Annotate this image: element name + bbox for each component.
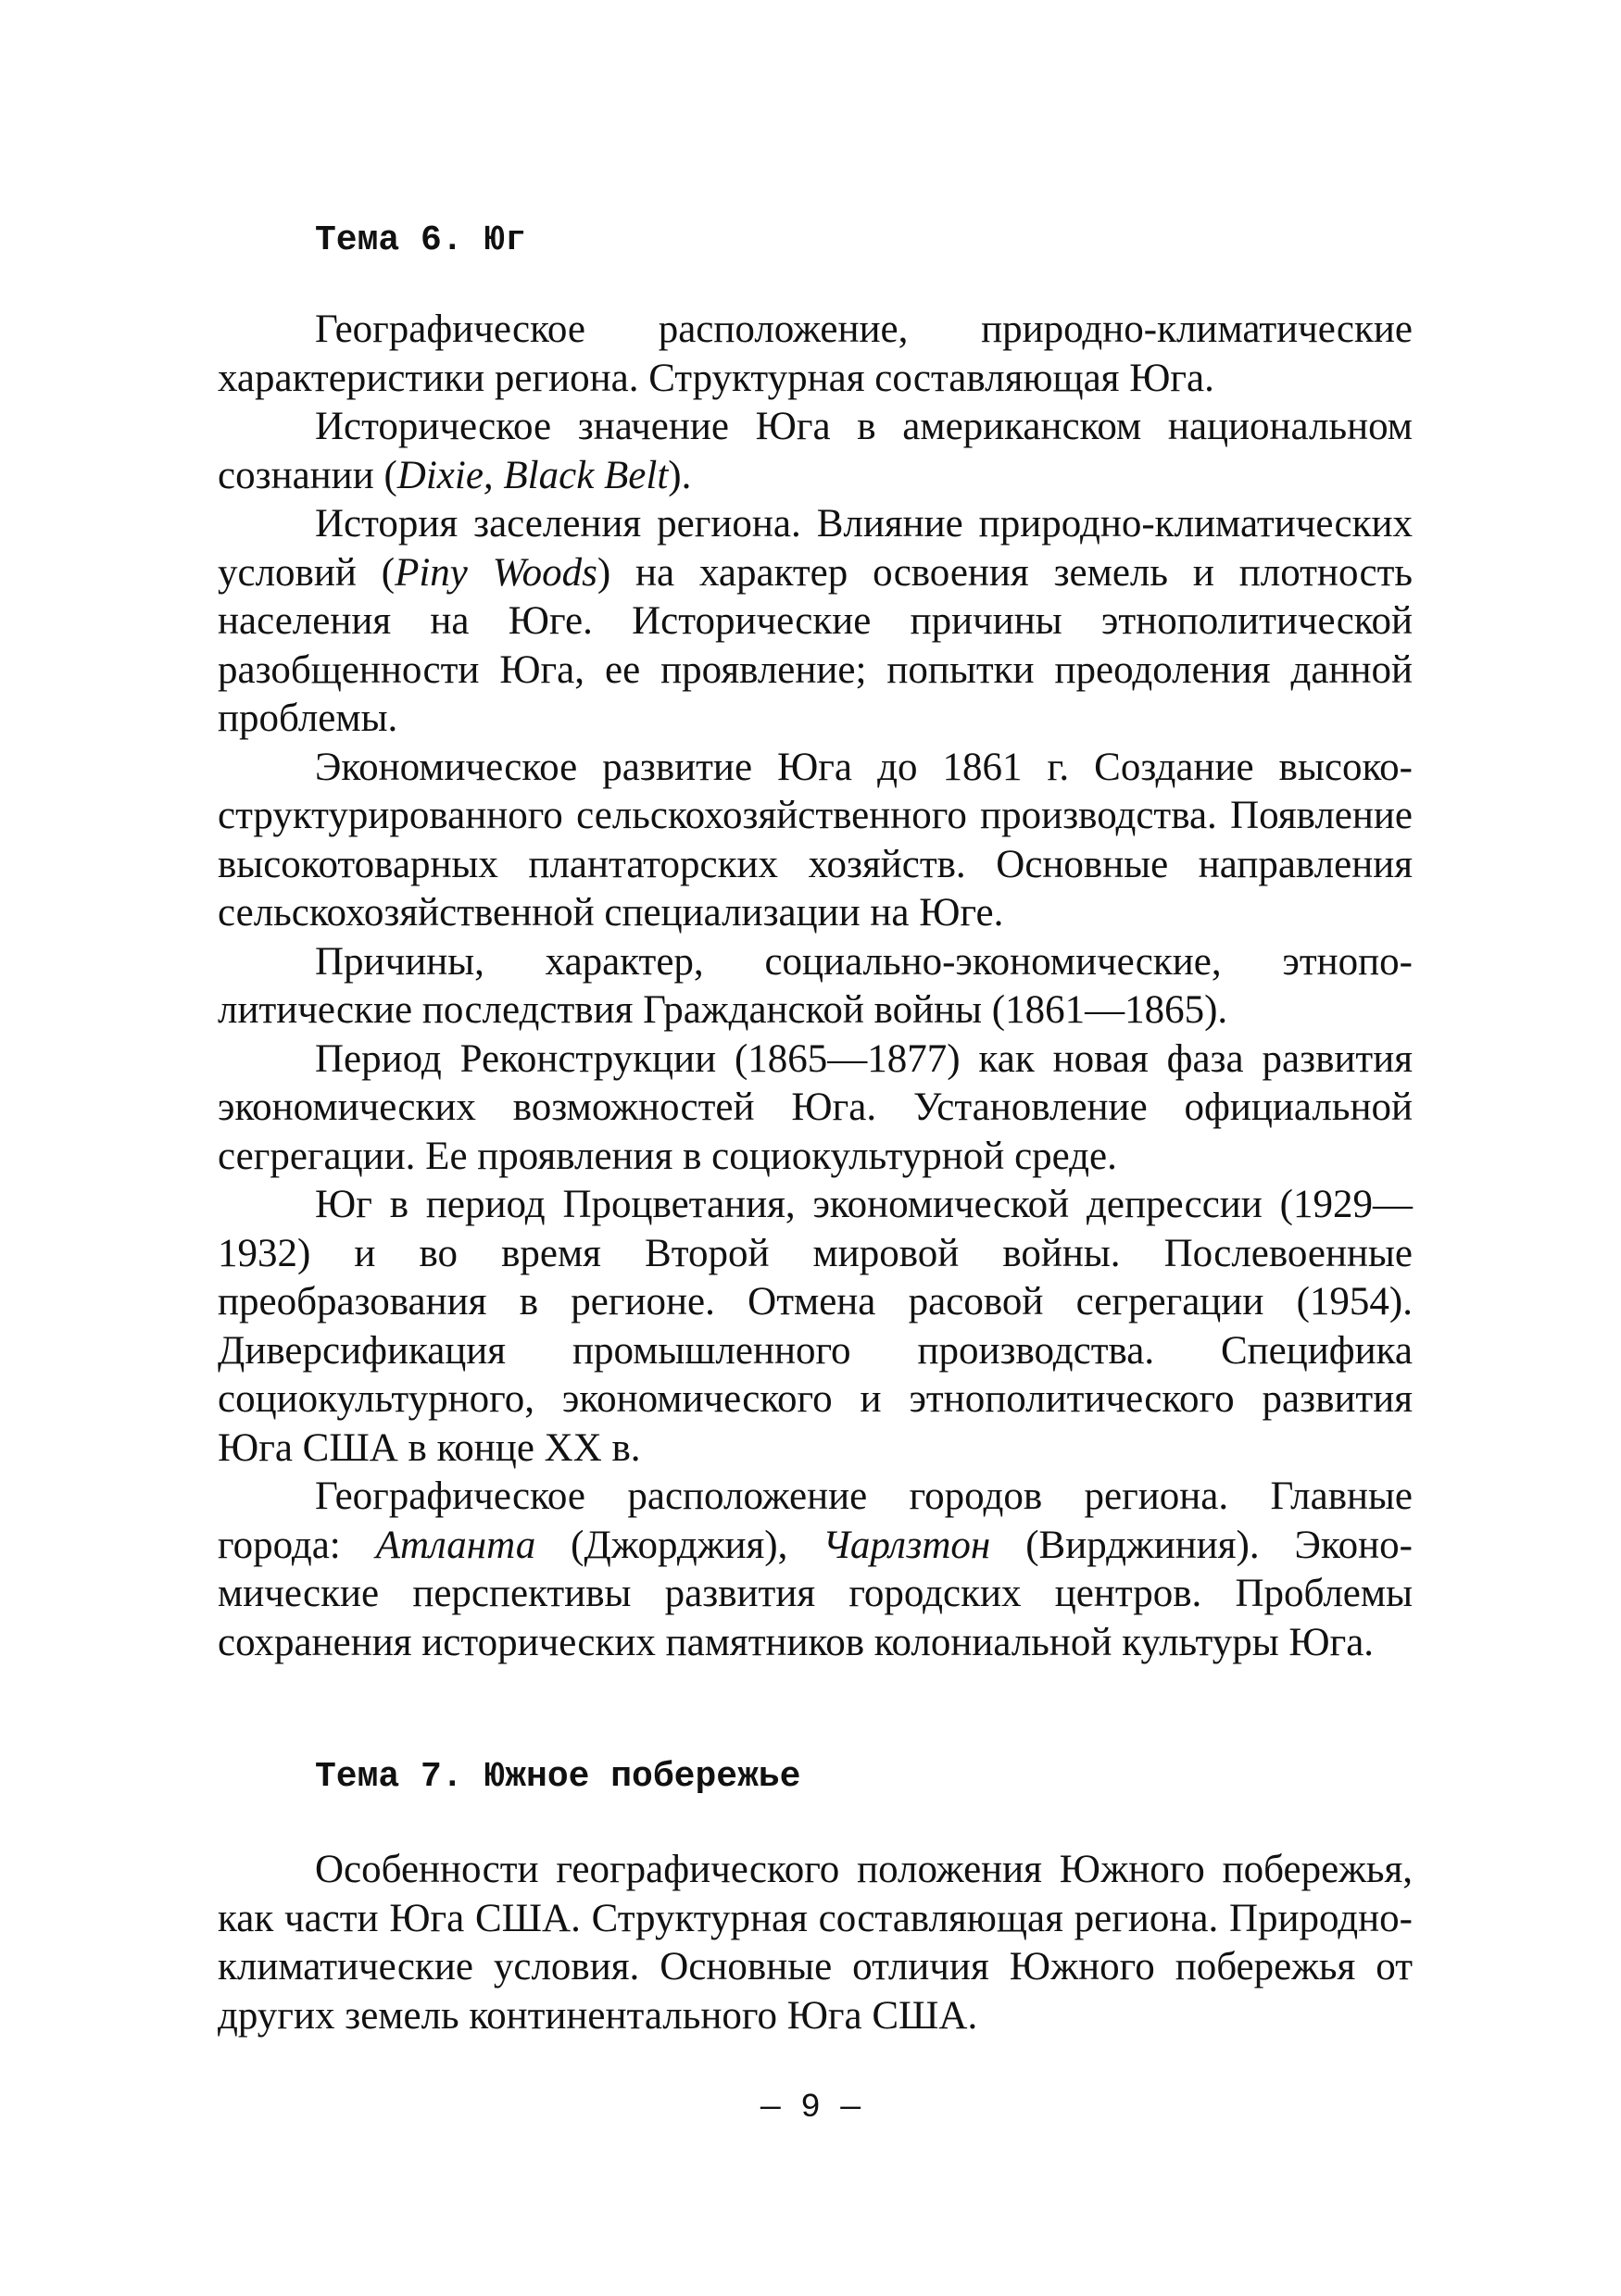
paragraph [218,744,1413,938]
paragraph [218,1846,1413,2040]
italic-term: Атланта [375,1523,536,1567]
section-heading-topic-6: Тема 6. Юг [315,220,527,260]
paragraph [218,306,1413,403]
section-body-topic-7 [218,1846,1413,2040]
paragraph-text: Историческое значение Юга в американском национальном сознании ( [218,405,1413,497]
paragraph-text: Причины, характер, социально-экономические, этнополитические последствия Гражданской войны (1861—1865). [218,939,1413,1032]
paragraph [218,1181,1413,1473]
paragraph [218,1035,1413,1182]
paragraph-text: Экономическое развитие Юга до 1861 г. Создание высокоструктурированного сельскохозяйственного производства. Появление высокотоварных плантаторских хозяйств. Основные направления сельскохозяйственной специализации на Юге. [218,745,1413,935]
page-number: — 9 — [760,2089,861,2127]
paragraph [218,403,1413,500]
paragraph-text: Период Реконструкции (1865—1877) как новая фаза развития экономических возможностей Юга. Установление официальной сегрегации. Ее проявления в социокультурной среде. [218,1036,1413,1178]
paragraph-text: ) на характер освоения земель и плотность населения на Юге. Исторические причины этнополитической разобщенности Юга, ее проявление; попытки преодоления данной проблемы. [218,550,1413,740]
section-heading-topic-7: Тема 7. Южное побережье [315,1757,801,1797]
section-body-topic-6 [218,306,1413,1667]
paragraph-text: Географическое расположение городов региона. Главные города: [218,1474,1413,1567]
paragraph [218,1473,1413,1667]
paragraph-text: ). [668,453,692,497]
paragraph-text: История заселения региона. Влияние природно-климатических условий ( [218,502,1413,595]
paragraph [218,938,1413,1035]
paragraph-text: (Джорджия), [535,1523,823,1567]
italic-term: Чарлзтон [823,1523,991,1567]
paragraph-text: Особенности географического положения Южного побережья, как части Юга США. Структурная составляющая региона. Природно-климатические условия. Основные отличия Южного побережья от других земель континентального Юга США. [218,1848,1413,2038]
paragraph-text: Юг в период Процветания, экономической депрессии (1929—1932) и во время Второй мировой войны. Послевоенные преобразования в регионе. Отмена расовой сегрегации (1954). Диверсификация промышленного производства. Специфика социокультурного, экономического и этнополитического развития Юга США в конце XX в. [218,1183,1413,1470]
paragraph-text: (Вирджиния). Экономические перспективы развития городских центров. Проблемы сохранения исторических памятников колониальной культуры Юга. [218,1523,1413,1664]
paragraph [218,500,1413,744]
paragraph-text: Географическое расположение, природно-климатические характеристики региона. Структурная составляющая Юга. [218,307,1413,400]
italic-term: Piny Woods [395,550,597,595]
italic-term: Dixie, Black Belt [396,453,669,497]
